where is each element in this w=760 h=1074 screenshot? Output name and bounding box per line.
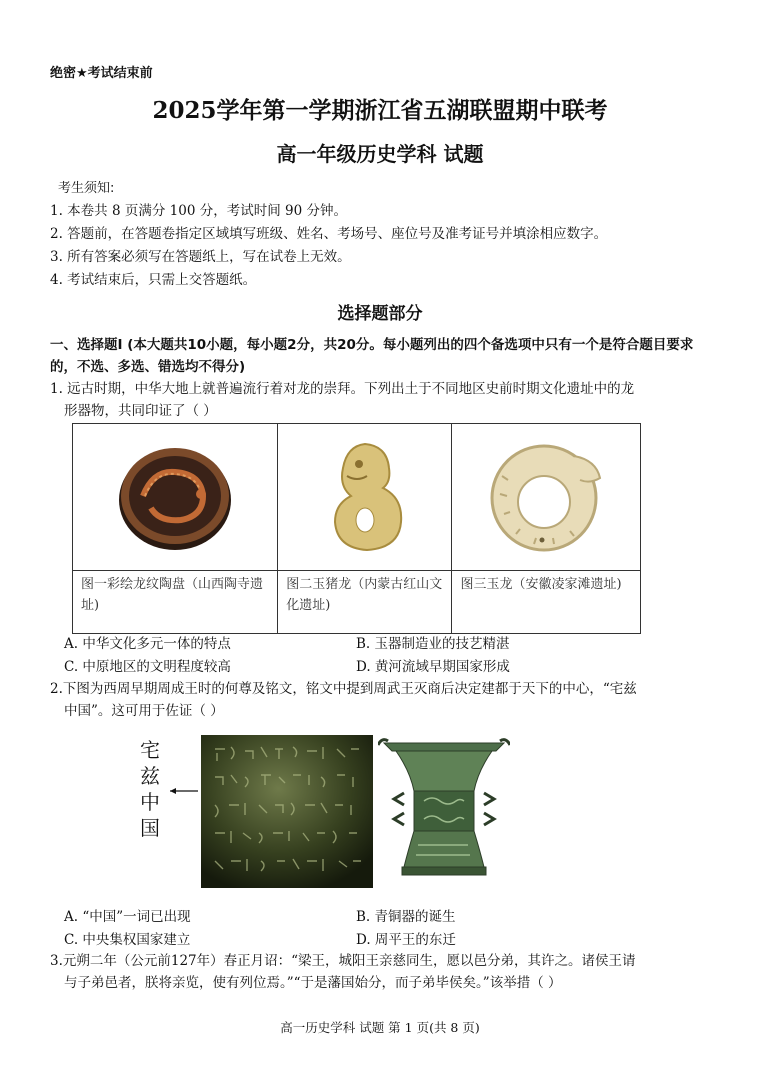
caption-figure-3: 图三玉龙（安徽凌家滩遗址)	[452, 571, 641, 634]
question-2-stem-line2: 中国”。这可用于佐证（ ）	[64, 703, 224, 719]
question-3-stem-line2: 与子弟邑者，朕将亲览，使有列位焉。”“于是藩国始分，而子弟毕侯矣。”该举措（ ）	[64, 975, 562, 991]
jade-dragon-image	[452, 424, 641, 571]
svg-text:国: 国	[140, 816, 160, 840]
question-2-option-a: A. “中国”一词已出现	[64, 909, 191, 925]
svg-text:中: 中	[140, 790, 160, 814]
jade-ring-dragon-icon	[482, 436, 610, 554]
pottery-plate-icon	[115, 436, 235, 554]
painted-dragon-plate-image	[73, 424, 278, 571]
page-footer: 高一历史学科 试题 第 1 页(共 8 页)	[280, 1020, 480, 1035]
caption-figure-2: 图二玉猪龙（内蒙古红山文化遗址)	[278, 571, 452, 634]
section-heading: 选择题部分	[337, 304, 423, 324]
notice-item: 1. 本卷共 8 页满分 100 分，考试时间 90 分钟。	[50, 203, 347, 219]
jade-pig-dragon-icon	[325, 436, 405, 554]
question-1-option-d: D. 黄河流域早期国家形成	[356, 659, 510, 675]
question-2-option-c: C. 中央集权国家建立	[64, 932, 191, 948]
svg-text:宅: 宅	[140, 738, 160, 762]
question-2-option-b: B. 青铜器的诞生	[356, 909, 456, 925]
jade-pig-dragon-image	[278, 424, 452, 571]
notice-item: 4. 考试结束后，只需上交答题纸。	[50, 272, 257, 288]
notice-item: 3. 所有答案必须写在答题纸上，写在试卷上无效。	[50, 249, 351, 265]
caption-figure-1: 图一彩绘龙纹陶盘（山西陶寺遗址)	[73, 571, 278, 634]
svg-text:兹: 兹	[140, 764, 160, 788]
he-zun-inscription-image	[201, 735, 373, 888]
confidential-label: 绝密★考试结束前	[50, 66, 153, 81]
part-heading: 一、选择题Ⅰ (本大题共10小题，每小题2分，共20分。每小题列出的四个备选项中只有一个是符合题目要求的，不选、多选、错选均不得分)	[50, 337, 694, 375]
notice-heading: 考生须知:	[58, 181, 115, 196]
question-1-option-a: A. 中华文化多元一体的特点	[64, 636, 231, 652]
he-zun-vessel-image	[378, 735, 510, 888]
question-2-option-d: D. 周平王的东迁	[356, 932, 456, 948]
question-3-stem-line1: 3.元朔二年（公元前127年）春正月诏：“梁王，城阳王亲慈同生，愿以邑分弟，其许之。诸侯王请	[50, 953, 636, 969]
notice-item: 2. 答题前，在答题卷指定区域填写班级、姓名、考场号、座位号及准考证号并填涂相应数字。	[50, 226, 608, 242]
question-1-image-table	[72, 423, 641, 634]
exam-subtitle: 高一年级历史学科 试题	[276, 142, 484, 166]
question-2-stem-line1: 2.下图为西周早期周成王时的何尊及铭文，铭文中提到周武王灭商后决定建都于天下的中心，“宅兹	[50, 681, 637, 697]
question-1-option-b: B. 玉器制造业的技艺精湛	[356, 636, 510, 652]
question-1-stem-line2: 形器物，共同印证了（ ）	[64, 403, 217, 419]
inscription-characters-icon	[136, 735, 200, 845]
question-1-option-c: C. 中原地区的文明程度较高	[64, 659, 231, 675]
exam-title: 2025学年第一学期浙江省五湖联盟期中联考	[152, 97, 608, 124]
question-1-stem-line1: 1. 远古时期，中华大地上就普遍流行着对龙的崇拜。下列出土于不同地区史前时期文化遗址中的龙	[50, 381, 635, 397]
